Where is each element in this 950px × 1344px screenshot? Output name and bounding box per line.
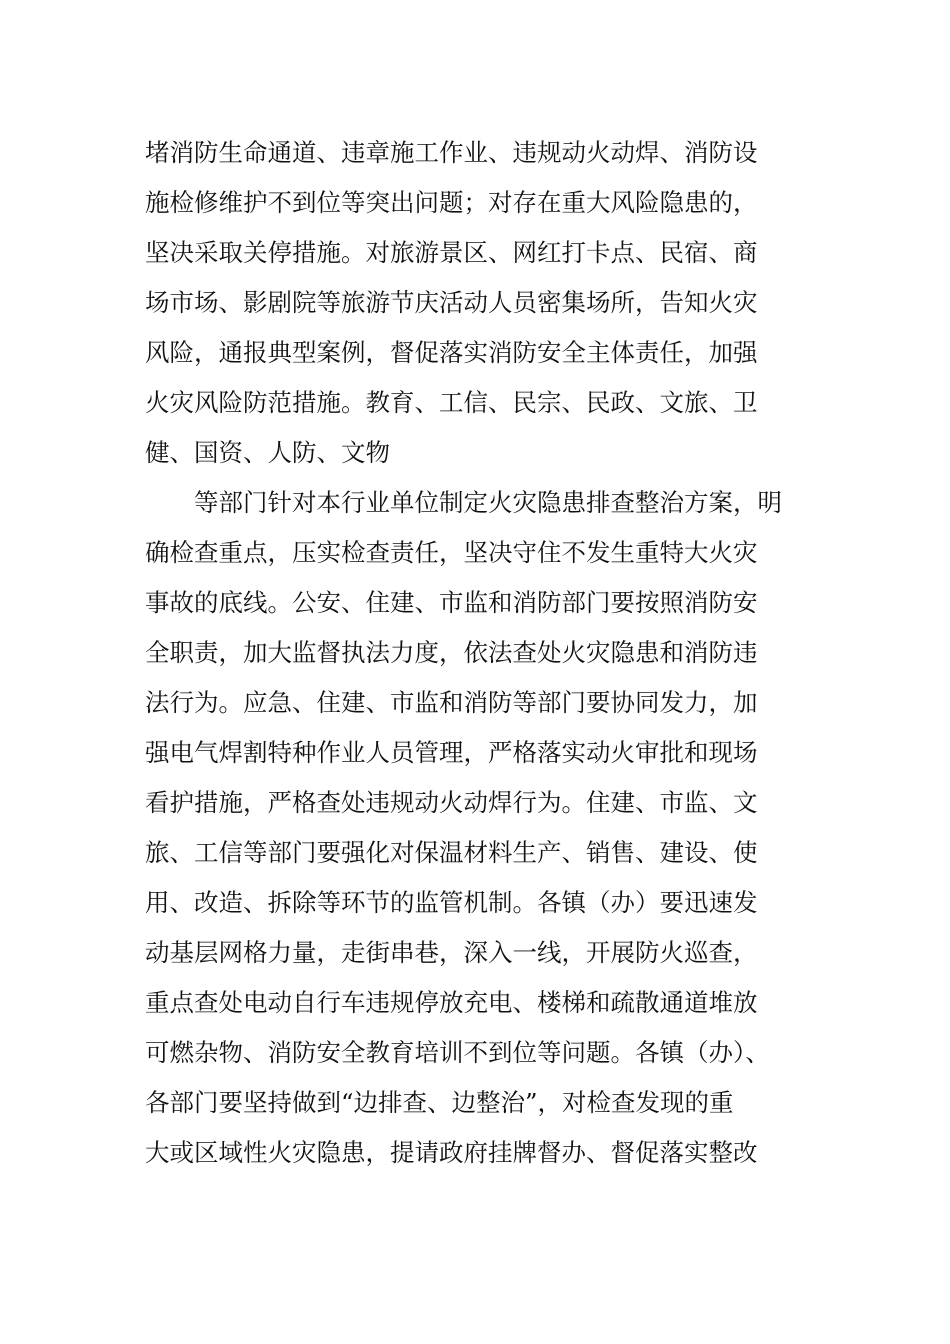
text-line: 旅、工信等部门要强化对保温材料生产、销售、建设、使: [145, 838, 758, 867]
text-line: 健、国资、人防、文物: [145, 438, 390, 467]
text-line: 看护措施，严格查处违规动火动焊行为。住建、市监、文: [145, 788, 758, 817]
text-line: 全职责，加大监督执法力度，依法查处火灾隐患和消防违: [145, 638, 758, 667]
text-line: 可燃杂物、消防安全教育培训不到位等问题。各镇（办）、: [145, 1038, 770, 1067]
text-line: 动基层网格力量，走街串巷，深入一线，开展防火巡查，: [145, 938, 758, 967]
text-line: 火灾风险防范措施。教育、工信、民宗、民政、文旅、卫: [145, 388, 758, 417]
text-line: 坚决采取关停措施。对旅游景区、网红打卡点、民宿、商: [145, 238, 758, 267]
text-line: 大或区域性火灾隐患，提请政府挂牌督办、督促落实整改: [145, 1138, 758, 1167]
text-line: 重点查处电动自行车违规停放充电、楼梯和疏散通道堆放: [145, 988, 758, 1017]
text-line: 场市场、影剧院等旅游节庆活动人员密集场所，告知火灾: [145, 288, 758, 317]
text-line: 各部门要坚持做到“边排查、边整治”，对检查发现的重: [145, 1088, 734, 1117]
text-line: 施检修维护不到位等突出问题；对存在重大风险隐患的，: [145, 188, 758, 217]
text-line: 用、改造、拆除等环节的监管机制。各镇（办）要迅速发: [145, 888, 758, 917]
text-line: 等部门针对本行业单位制定火灾隐患排查整治方案，明: [145, 488, 782, 517]
text-line: 风险，通报典型案例，督促落实消防安全主体责任，加强: [145, 338, 758, 367]
text-line: 事故的底线。公安、住建、市监和消防部门要按照消防安: [145, 588, 758, 617]
paragraph-2: [145, 478, 805, 1178]
text-line: 法行为。应急、住建、市监和消防等部门要协同发力，加: [145, 688, 758, 717]
text-line: 强电气焊割特种作业人员管理，严格落实动火审批和现场: [145, 738, 758, 767]
text-line: 堵消防生命通道、违章施工作业、违规动火动焊、消防设: [145, 138, 758, 167]
document-body: [145, 128, 805, 1178]
text-line: 确检查重点，压实检查责任，坚决守住不发生重特大火灾: [145, 538, 758, 567]
paragraph-1: [145, 128, 805, 478]
